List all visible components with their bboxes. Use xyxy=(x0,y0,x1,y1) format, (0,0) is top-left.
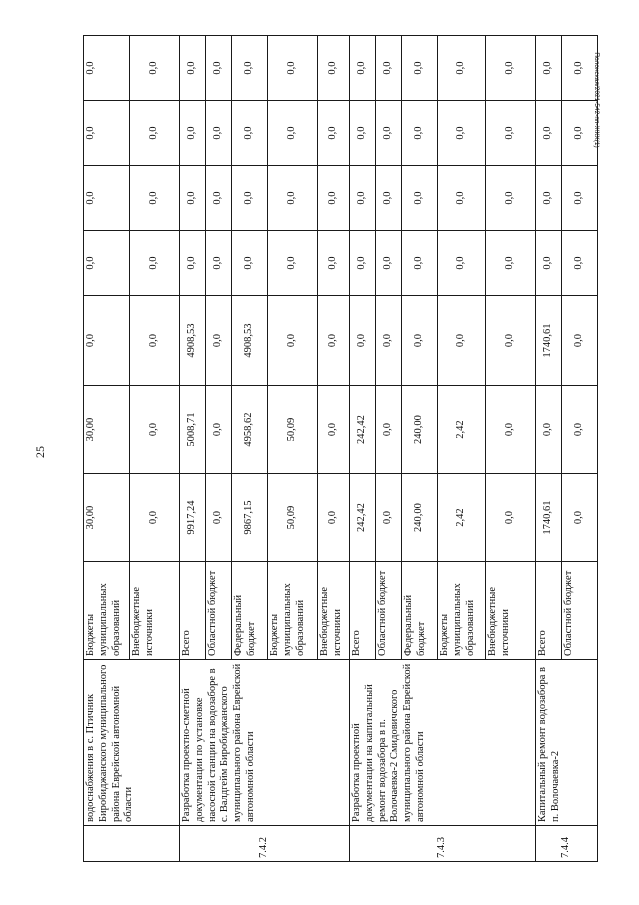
amount-cell: 1740,61 xyxy=(536,296,562,386)
item-name-cell: Капитальный ремонт водозабора в п. Волочаевка-2 xyxy=(536,660,598,826)
amount-cell: 0,0 xyxy=(206,231,232,296)
table-body xyxy=(84,36,598,862)
amount-cell: 0,0 xyxy=(376,296,402,386)
amount-cell: 0,0 xyxy=(206,101,232,166)
amount-cell: 0,0 xyxy=(350,166,376,231)
page-number: 25 xyxy=(33,446,47,458)
amount-cell: 0,0 xyxy=(232,36,268,101)
amount-cell: 0,0 xyxy=(562,231,598,296)
amount-cell: 0,0 xyxy=(438,296,486,386)
amount-cell: 0,0 xyxy=(402,296,438,386)
amount-cell: 0,0 xyxy=(562,36,598,101)
amount-cell: 240,00 xyxy=(402,474,438,562)
funding-source-cell: Внебюджетные источники xyxy=(318,562,350,660)
funding-source-cell: Всего xyxy=(350,562,376,660)
amount-cell: 0,0 xyxy=(206,296,232,386)
amount-cell: 0,0 xyxy=(130,231,180,296)
amount-cell: 0,0 xyxy=(268,166,318,231)
amount-cell: 242,42 xyxy=(350,386,376,474)
amount-cell: 0,0 xyxy=(536,166,562,231)
amount-cell: 0,0 xyxy=(180,36,206,101)
funding-source-cell: Бюджеты муниципальных образований xyxy=(268,562,318,660)
amount-cell: 0,0 xyxy=(486,101,536,166)
amount-cell: 0,0 xyxy=(318,166,350,231)
funding-source-cell: Федеральный бюджет xyxy=(232,562,268,660)
financing-table xyxy=(83,35,598,862)
amount-cell: 0,0 xyxy=(376,386,402,474)
amount-cell: 0,0 xyxy=(438,231,486,296)
table-row xyxy=(536,36,562,862)
funding-source-cell: Внебюджетные источники xyxy=(130,562,180,660)
amount-cell: 0,0 xyxy=(318,231,350,296)
amount-cell: 0,0 xyxy=(536,101,562,166)
amount-cell: 0,0 xyxy=(268,231,318,296)
amount-cell: 0,0 xyxy=(486,36,536,101)
amount-cell: 0,0 xyxy=(206,166,232,231)
amount-cell: 0,0 xyxy=(486,474,536,562)
amount-cell: 0,0 xyxy=(562,101,598,166)
amount-cell: 0,0 xyxy=(318,386,350,474)
amount-cell: 9917,24 xyxy=(180,474,206,562)
amount-cell: 0,0 xyxy=(402,231,438,296)
amount-cell: 0,0 xyxy=(350,296,376,386)
amount-cell: 0,0 xyxy=(232,101,268,166)
amount-cell: 0,0 xyxy=(536,36,562,101)
funding-source-cell: Всего xyxy=(180,562,206,660)
amount-cell: 0,0 xyxy=(130,101,180,166)
funding-source-cell: Областной бюджет xyxy=(376,562,402,660)
amount-cell: 0,0 xyxy=(486,231,536,296)
amount-cell: 0,0 xyxy=(376,166,402,231)
amount-cell: 0,0 xyxy=(486,296,536,386)
amount-cell: 4908,53 xyxy=(180,296,206,386)
amount-cell: 0,0 xyxy=(350,36,376,101)
amount-cell: 0,0 xyxy=(130,36,180,101)
amount-cell: 0,0 xyxy=(130,166,180,231)
funding-source-cell: Бюджеты муниципальных образований xyxy=(438,562,486,660)
funding-source-cell: Федеральный бюджет xyxy=(402,562,438,660)
amount-cell: 0,0 xyxy=(268,101,318,166)
amount-cell: 0,0 xyxy=(318,474,350,562)
amount-cell: 0,0 xyxy=(318,296,350,386)
amount-cell: 0,0 xyxy=(438,36,486,101)
amount-cell: 50,09 xyxy=(268,386,318,474)
amount-cell: 1740,61 xyxy=(536,474,562,562)
amount-cell: 0,0 xyxy=(318,101,350,166)
amount-cell: 0,0 xyxy=(402,101,438,166)
amount-cell: 0,0 xyxy=(130,386,180,474)
table-row xyxy=(180,36,206,862)
amount-cell: 0,0 xyxy=(180,166,206,231)
amount-cell: 0,0 xyxy=(376,231,402,296)
amount-cell: 0,0 xyxy=(206,386,232,474)
amount-cell: 0,0 xyxy=(486,166,536,231)
amount-cell: 0,0 xyxy=(562,474,598,562)
amount-cell: 0,0 xyxy=(376,474,402,562)
amount-cell: 0,0 xyxy=(536,386,562,474)
amount-cell: 240,00 xyxy=(402,386,438,474)
amount-cell: 4908,53 xyxy=(232,296,268,386)
amount-cell: 0,0 xyxy=(180,101,206,166)
item-number-cell: 7.4.4 xyxy=(536,826,598,862)
table-row xyxy=(350,36,376,862)
table-row xyxy=(84,36,130,862)
amount-cell: 30,00 xyxy=(84,474,130,562)
amount-cell: 0,0 xyxy=(268,36,318,101)
amount-cell: 4958,62 xyxy=(232,386,268,474)
item-name-cell: водоснабжения в с. Птичник Биробиджанского муниципального района Еврейской автономной области xyxy=(84,660,180,826)
amount-cell: 0,0 xyxy=(402,166,438,231)
file-code-label: Полонская/2021-542-пп-ЖКХ(1) xyxy=(593,52,600,148)
amount-cell: 0,0 xyxy=(180,231,206,296)
amount-cell: 0,0 xyxy=(84,101,130,166)
amount-cell: 0,0 xyxy=(350,101,376,166)
item-number-cell: 7.4.2 xyxy=(180,826,350,862)
item-name-cell: Разработка проектно-сметной документации по установке насосной станции на водозаборе в с. Валдгейм Биробиджанского муниципального района Еврейской автономной области xyxy=(180,660,350,826)
amount-cell: 2,42 xyxy=(438,474,486,562)
amount-cell: 0,0 xyxy=(232,166,268,231)
amount-cell: 0,0 xyxy=(130,296,180,386)
amount-cell: 0,0 xyxy=(486,386,536,474)
amount-cell: 0,0 xyxy=(268,296,318,386)
funding-source-cell: Областной бюджет xyxy=(206,562,232,660)
amount-cell: 0,0 xyxy=(206,474,232,562)
amount-cell: 0,0 xyxy=(402,36,438,101)
funding-source-cell: Всего xyxy=(536,562,562,660)
funding-source-cell: Областной бюджет xyxy=(562,562,598,660)
amount-cell: 50,09 xyxy=(268,474,318,562)
amount-cell: 0,0 xyxy=(562,386,598,474)
amount-cell: 0,0 xyxy=(84,166,130,231)
funding-source-cell: Бюджеты муниципальных образований xyxy=(84,562,130,660)
amount-cell: 0,0 xyxy=(318,36,350,101)
amount-cell: 0,0 xyxy=(130,474,180,562)
amount-cell: 0,0 xyxy=(350,231,376,296)
amount-cell: 0,0 xyxy=(206,36,232,101)
amount-cell: 0,0 xyxy=(84,296,130,386)
financing-table-container xyxy=(83,36,585,862)
item-number-cell: 7.4.3 xyxy=(350,826,536,862)
amount-cell: 9867,15 xyxy=(232,474,268,562)
amount-cell: 0,0 xyxy=(84,36,130,101)
amount-cell: 0,0 xyxy=(376,36,402,101)
amount-cell: 0,0 xyxy=(536,231,562,296)
amount-cell: 2,42 xyxy=(438,386,486,474)
item-number-cell xyxy=(84,826,180,862)
amount-cell: 0,0 xyxy=(438,166,486,231)
amount-cell: 0,0 xyxy=(438,101,486,166)
amount-cell: 0,0 xyxy=(232,231,268,296)
amount-cell: 0,0 xyxy=(562,166,598,231)
amount-cell: 0,0 xyxy=(562,296,598,386)
amount-cell: 5008,71 xyxy=(180,386,206,474)
amount-cell: 30,00 xyxy=(84,386,130,474)
item-name-cell: Разработка проектной документации на капитальный ремонт водозабора в п. Волочаевка-2 Смидовичского муниципального района Еврейской автономной области xyxy=(350,660,536,826)
amount-cell: 0,0 xyxy=(376,101,402,166)
amount-cell: 242,42 xyxy=(350,474,376,562)
funding-source-cell: Внебюджетные источники xyxy=(486,562,536,660)
amount-cell: 0,0 xyxy=(84,231,130,296)
